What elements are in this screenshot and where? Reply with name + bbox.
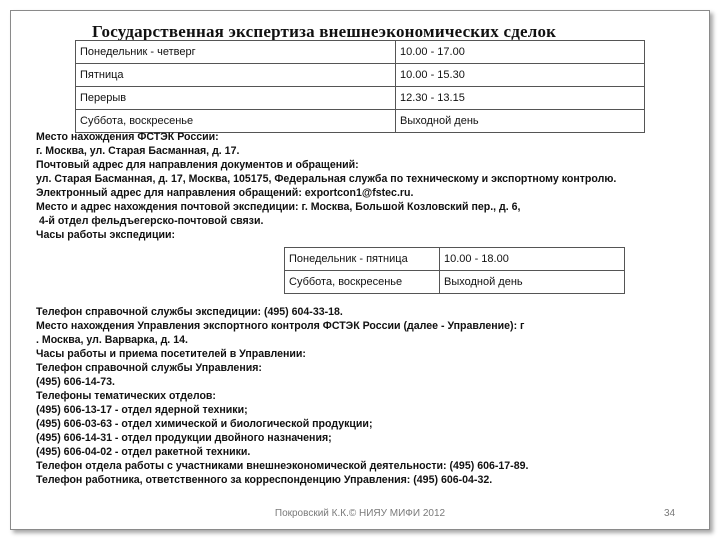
info-line: Почтовый адрес для направления документов и обращений: <box>36 159 359 171</box>
footer-credit: Покровский К.К.© НИЯУ МИФИ 2012 <box>274 508 446 519</box>
schedule-hours: 10.00 - 17.00 <box>396 41 645 64</box>
contact-line: (495) 606-14-73. <box>36 376 115 388</box>
page-number: 34 <box>664 508 676 519</box>
schedule-hours: 10.00 - 15.30 <box>396 64 645 87</box>
contact-line: Телефон работника, ответственного за корреспонденцию Управления: (495) 606-04-32. <box>36 474 493 486</box>
contact-line: Телефон отдела работы с участниками внешнеэкономической деятельности: (495) 606-17-89. <box>36 460 529 472</box>
expedition-hours: 10.00 - 18.00 <box>440 248 625 271</box>
contact-line: (495) 606-03-63 - отдел химической и биологической продукции; <box>36 418 373 430</box>
table-row <box>76 41 645 64</box>
contacts-block <box>36 305 528 487</box>
contact-line: . Москва, ул. Варварка, д. 14. <box>36 334 188 346</box>
info-line: г. Москва, ул. Старая Басманная, д. 17. <box>36 145 240 157</box>
schedule-hours: Выходной день <box>396 110 645 133</box>
schedule-days: Пятница <box>76 64 396 87</box>
expedition-hours: Выходной день <box>440 271 625 294</box>
schedule-days: Суббота, воскресенье <box>76 110 396 133</box>
schedule-hours: 12.30 - 13.15 <box>396 87 645 110</box>
schedule-days: Перерыв <box>76 87 396 110</box>
table-row <box>285 248 625 271</box>
schedule-days: Понедельник - четверг <box>76 41 396 64</box>
contact-line: (495) 606-04-02 - отдел ракетной техники. <box>36 446 251 458</box>
table-row <box>76 64 645 87</box>
schedule-table <box>75 40 645 133</box>
info-line: 4-й отдел фельдъегерско-почтовой связи. <box>36 215 264 227</box>
info-line: ул. Старая Басманная, д. 17, Москва, 105175, Федеральная служба по техническому и экспортному контролю. <box>36 173 617 185</box>
contact-line: Место нахождения Управления экспортного контроля ФСТЭК России (далее - Управление): г <box>36 320 525 332</box>
contact-line: Телефоны тематических отделов: <box>36 390 216 402</box>
slide-title: Государственная экспертиза внешнеэкономических сделок <box>92 22 557 41</box>
info-block <box>36 130 616 242</box>
contact-line: (495) 606-13-17 - отдел ядерной техники; <box>36 404 248 416</box>
contact-line: Телефон справочной службы Управления: <box>36 362 262 374</box>
table-row <box>76 87 645 110</box>
info-line: Место и адрес нахождения почтовой экспедиции: г. Москва, Большой Козловский пер., д. 6, <box>36 201 521 213</box>
info-line: Электронный адрес для направления обращений: exportcon1@fstec.ru. <box>36 187 414 199</box>
expedition-days: Понедельник - пятница <box>285 248 440 271</box>
contact-line: Часы работы и приема посетителей в Управлении: <box>36 348 306 360</box>
table-row <box>285 271 625 294</box>
info-line: Часы работы экспедиции: <box>36 229 176 241</box>
expedition-days: Суббота, воскресенье <box>285 271 440 294</box>
expedition-schedule-table <box>284 247 625 294</box>
contact-line: (495) 606-14-31 - отдел продукции двойного назначения; <box>36 432 332 444</box>
info-line: Место нахождения ФСТЭК России: <box>36 131 219 143</box>
contact-line: Телефон справочной службы экспедиции: (495) 604-33-18. <box>36 306 343 318</box>
